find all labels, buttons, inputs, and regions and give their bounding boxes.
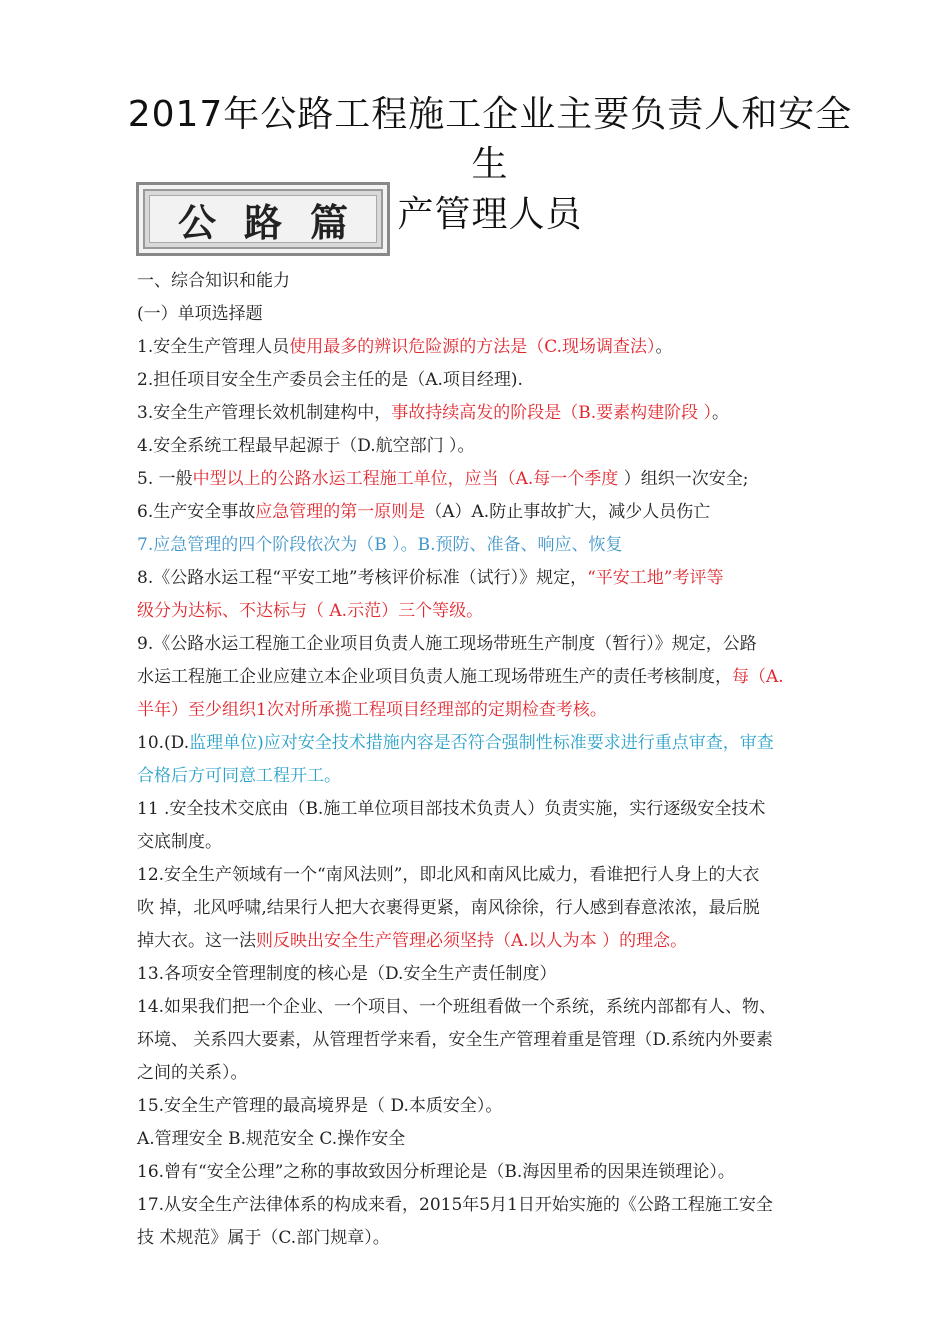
text-line: [137, 562, 857, 595]
text-segment: 使用最多的辨识危险源的方法是（C.现场调查法）: [289, 337, 656, 357]
text-line: [137, 826, 857, 859]
section-banner-frame: [149, 195, 377, 243]
text-line: [137, 364, 857, 397]
text-segment: 技 术规范》属于（C.部门规章）。: [137, 1228, 390, 1248]
text-line: [137, 925, 857, 958]
text-segment: 中型以上的公路水运工程施工单位，应当（A.每一个季度: [192, 469, 624, 489]
text-segment: 监理单位)应对安全技术措施内容是否符合强制性标准要求进行重点审查，审查: [189, 733, 774, 753]
text-line: [137, 397, 857, 430]
text-line: [137, 463, 857, 496]
text-segment: 8.《公路水运工程“平安工地”考核评价标准（试行）》规定，: [137, 568, 588, 588]
text-segment: 15.安全生产管理的最高境界是（ D.本质安全）。: [137, 1096, 503, 1116]
text-line: [137, 760, 857, 793]
text-line: [137, 727, 857, 760]
text-line: [137, 496, 857, 529]
text-segment: “平安工地”考评等: [587, 568, 724, 588]
text-line: [137, 1123, 857, 1156]
text-segment: 14.如果我们把一个企业、一个项目、一个班组看做一个系统，系统内部都有人、物、: [137, 997, 777, 1017]
text-segment: 吹 掉，北风呼啸,结果行人把大衣裹得更紧，南风徐徐，行人感到春意浓浓，最后脱: [137, 898, 760, 918]
text-line: [137, 661, 857, 694]
section-banner: [136, 182, 390, 256]
text-line: [137, 859, 857, 892]
text-line: [137, 892, 857, 925]
text-line: [137, 628, 857, 661]
text-segment: 应急管理的第一原则是: [255, 502, 426, 522]
text-segment: 半年）至少组织1次对所承揽工程项目经理部的定期检查考核。: [137, 700, 607, 720]
text-segment: 。: [655, 337, 673, 357]
text-segment: 则反映出安全生产管理必须坚持（A.以人为本 ）的理念。: [256, 931, 688, 951]
text-line: [137, 529, 857, 562]
text-segment: 级分为达标、不达标与（ A.示范）三个等级。: [137, 601, 484, 621]
text-segment: 6.生产安全事故: [137, 502, 256, 522]
text-segment: A.管理安全 B.规范安全 C.操作安全: [137, 1129, 406, 1149]
text-segment: 之间的关系）。: [137, 1063, 248, 1083]
text-segment: 环境、 关系四大要素，从管理哲学来看，安全生产管理着重是管理（D.系统内外要素: [137, 1030, 773, 1050]
text-segment: 水运工程施工企业应建立本企业项目负责人施工现场带班生产的责任考核制度，: [137, 667, 732, 687]
text-segment: 4.安全系统工程最早起源于（D.航空部门 ）。: [137, 436, 475, 456]
text-segment: 掉大衣。这一法: [137, 931, 256, 951]
text-line: [137, 1090, 857, 1123]
text-line: [137, 991, 857, 1024]
text-segment: 5. 一般: [137, 469, 193, 489]
text-segment: 11 .安全技术交底由（B.施工单位项目部技术负责人）负责实施，实行逐级安全技术: [137, 799, 766, 819]
text-segment: 交底制度。: [137, 832, 222, 852]
text-line: [137, 265, 857, 298]
text-segment: 事故持续高发的阶段是（B.要素构建阶段 ）: [391, 403, 713, 423]
text-segment: (一）单项选择题: [137, 304, 263, 324]
text-line: [137, 298, 857, 331]
text-segment: 合格后方可同意工程开工。: [137, 766, 341, 786]
text-line: [137, 331, 857, 364]
text-segment: （A）A.防止事故扩大，减少人员伤亡: [425, 502, 711, 522]
text-line: [137, 1156, 857, 1189]
text-segment: ）组织一次安全;: [623, 469, 749, 489]
text-segment: 。: [712, 403, 730, 423]
text-segment: 每（A.: [732, 667, 784, 687]
title-line-2: 产管理人员: [397, 194, 583, 235]
document-body: [137, 265, 857, 1255]
text-line: [137, 694, 857, 727]
text-line: [137, 1057, 857, 1090]
text-segment: 一、综合知识和能力: [137, 271, 290, 291]
text-line: [137, 793, 857, 826]
text-line: [137, 958, 857, 991]
text-line: [137, 1222, 857, 1255]
text-line: [137, 430, 857, 463]
text-segment: 1.安全生产管理人员: [137, 337, 290, 357]
text-segment: 9.《公路水运工程施工企业项目负责人施工现场带班生产制度（暂行）》规定，公路: [137, 634, 757, 654]
text-segment: 13.各项安全管理制度的核心是（D.安全生产责任制度）: [137, 964, 557, 984]
text-line: [137, 595, 857, 628]
text-segment: 2.担任项目安全生产委员会主任的是（A.项目经理).: [137, 370, 523, 390]
text-segment: 10.(D.: [137, 733, 190, 753]
text-line: [137, 1024, 857, 1057]
section-banner-label: 公路篇: [178, 199, 377, 245]
text-line: [137, 1189, 857, 1222]
text-segment: 7.应急管理的四个阶段依次为（B ）。B.预防、准备、响应、恢复: [137, 535, 623, 555]
title-line-1: 2017年公路工程施工企业主要负责人和安全生: [127, 94, 853, 185]
text-segment: 12.安全生产领域有一个“南风法则”，即北风和南风比威力，看谁把行人身上的大衣: [137, 865, 760, 885]
text-segment: 3.安全生产管理长效机制建构中，: [137, 403, 392, 423]
text-segment: 17.从安全生产法律体系的构成来看，2015年5月1日开始实施的《公路工程施工安全: [137, 1195, 773, 1215]
text-segment: 16.曾有“安全公理”之称的事故致因分析理论是（B.海因里希的因果连锁理论）。: [137, 1162, 735, 1182]
